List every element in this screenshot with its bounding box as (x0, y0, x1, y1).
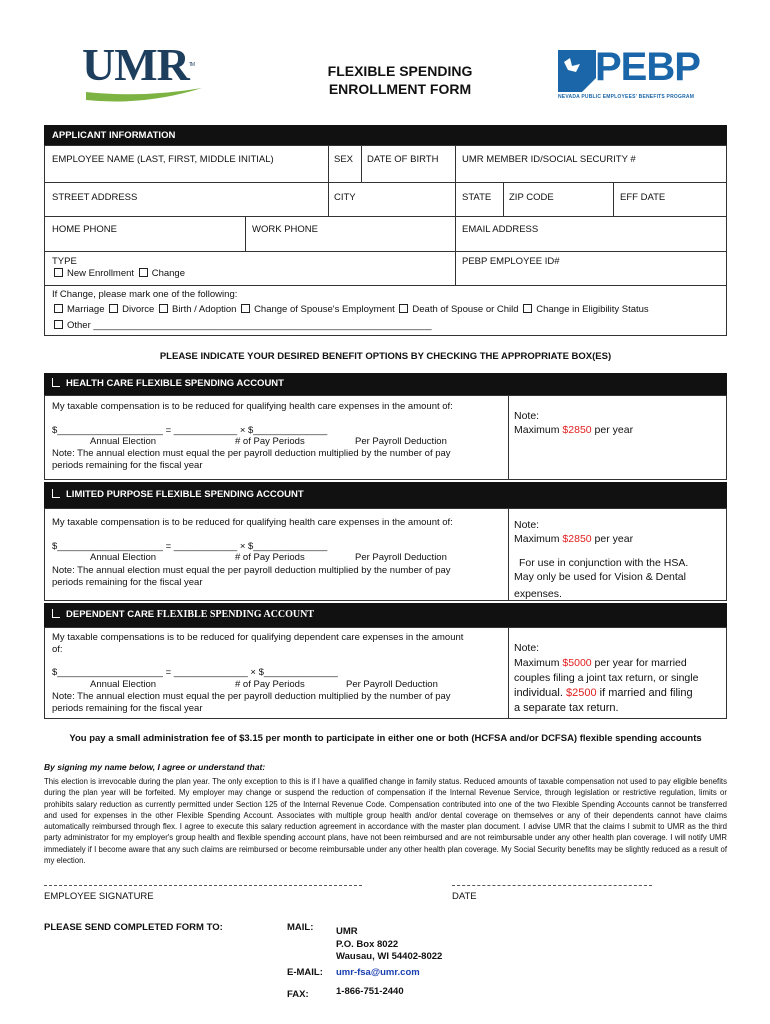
date-line[interactable] (452, 885, 652, 886)
dcfsa-pay-periods: # of Pay Periods (235, 679, 305, 690)
dcfsa-individual-amount: $2500 (565, 687, 597, 699)
umr-logo: UMR™ (82, 39, 195, 90)
lpfsa-per-deduction: Per Payroll Deduction (355, 552, 447, 563)
dcfsa-individual: individual. $2500 if married and filing (514, 687, 693, 699)
dcfsa-max-amount: $5000 (562, 657, 592, 669)
sex-field[interactable]: SEX (334, 154, 354, 165)
spouse-employment-checkbox[interactable] (241, 304, 250, 313)
benefit-instructions: PLEASE INDICATE YOUR DESIRED BENEFIT OPTIONS BY CHECKING THE APPROPRIATE BOX(ES) (159, 351, 612, 362)
date-label: DATE (452, 891, 477, 902)
zip-code-field[interactable]: ZIP CODE (509, 192, 554, 203)
state-field[interactable]: STATE (462, 192, 492, 203)
nevada-state-icon (556, 48, 598, 92)
pebp-employee-id-field[interactable]: PEBP EMPLOYEE ID# (462, 256, 560, 267)
eligibility-checkbox[interactable] (523, 304, 532, 313)
other-checkbox[interactable] (54, 320, 63, 329)
mail-line-3: Wausau, WI 54402-8022 (336, 951, 443, 962)
birth-adoption-label: Birth / Adoption (171, 304, 237, 315)
hcfsa-annual-election: Annual Election (90, 436, 157, 447)
eff-date-field[interactable]: EFF DATE (620, 192, 666, 203)
hcfsa-checkbox[interactable] (52, 378, 60, 387)
signature-label: EMPLOYEE SIGNATURE (44, 891, 154, 902)
other-option (52, 320, 432, 331)
hcfsa-formula[interactable]: $____________________ = ____________ × $______________ (52, 425, 328, 436)
lpfsa-note-1: Note: The annual election must equal the per payroll deduction multiplied by the number of pay (52, 565, 451, 576)
fax-number: 1-866-751-2440 (336, 986, 404, 997)
marriage-checkbox[interactable] (54, 304, 63, 313)
hcfsa-max-amount: $2850 (562, 424, 592, 436)
change-reason-options (52, 304, 649, 315)
title-line-1: FLEXIBLE SPENDING (327, 63, 473, 79)
dcfsa-per-deduction: Per Payroll Deduction (346, 679, 438, 690)
lpfsa-header-bar (44, 482, 727, 508)
employee-name-field[interactable]: EMPLOYEE NAME (LAST, FIRST, MIDDLE INITIAL) (52, 154, 274, 165)
pebp-logo: PEBP (595, 45, 700, 89)
member-id-field[interactable]: UMR MEMBER ID/SOCIAL SECURITY # (462, 154, 636, 165)
signing-terms: This election is irrevocable during the plan year. The only exception to this is if I have a qualified change in family status. Reduced amounts of taxable compensation not used to pay eligible benefits during the plan year will be forfeited. My employer may change or suspend the reduction of compensation if the Internal Revenue Service, through legislation or restrictive regulation, limits or prohibits salary reduction as currently permitted under Section 125 of the Internal Revenue Code. Compensation contributed into one of the two Flexible Spending Accounts cannot be transferred and used for expenses in the other Flexible Spending Account. Associates with multiple group health and/or dental coverage on themselves or any of their dependents cannot have claims automatically reimbursed through flex. I agree to execute this salary reduction agreement in accordance with the master plan document. I advise UMR that the claims I submit to UMR as the third party administrator for my employer's group health and flexible spending account plans, have not been reimbursed and are not reimbursable under any other health plan coverage. I will notify UMR immediately if I become aware that any such claims are reimbursed or become reimbursable under any other health plan coverage. My Social Security benefits may be slightly reduced as a result of my election. (44, 777, 727, 866)
spouse-employment-label: Change of Spouse's Employment (254, 304, 395, 315)
change-checkbox[interactable] (139, 268, 148, 277)
dcfsa-header-bar (44, 603, 727, 627)
dcfsa-side-note-label: Note: (514, 642, 540, 654)
applicant-header-bar (44, 125, 727, 145)
dcfsa-checkbox[interactable] (52, 609, 60, 618)
dcfsa-joint-note: couples filing a joint tax return, or single (514, 672, 699, 684)
pebp-subtitle: NEVADA PUBLIC EMPLOYEES' BENEFITS PROGRAM (558, 94, 695, 100)
lpfsa-side-note (514, 518, 688, 601)
lpfsa-hsa-note: For use in conjunction with the HSA. (519, 557, 689, 569)
city-field[interactable]: CITY (334, 192, 356, 203)
type-options (52, 268, 185, 279)
lpfsa-checkbox[interactable] (52, 489, 60, 498)
other-label[interactable]: Other ________________________________________________________________ (67, 320, 432, 331)
applicant-section-title: APPLICANT INFORMATION (52, 130, 176, 141)
signature-line[interactable] (44, 885, 362, 886)
email-link[interactable]: umr-fsa@umr.com (336, 967, 420, 978)
hcfsa-note-2: periods remaining for the fiscal year (52, 460, 203, 471)
title-line-2: ENROLLMENT FORM (328, 81, 472, 97)
hcfsa-side-note-label: Note: (514, 410, 540, 422)
lpfsa-max-amount: $2850 (562, 533, 592, 545)
lpfsa-side-note-label: Note: (514, 519, 540, 531)
dcfsa-title: DEPENDENT CARE (66, 609, 155, 620)
divorce-label: Divorce (122, 304, 155, 315)
marriage-label: Marriage (67, 304, 105, 315)
dob-field[interactable]: DATE OF BIRTH (367, 154, 439, 165)
mail-line-1: UMR (336, 926, 358, 937)
lpfsa-maximum: Maximum $2850 per year (514, 533, 634, 545)
lpfsa-formula[interactable]: $____________________ = ____________ × $______________ (52, 541, 328, 552)
hcfsa-side-note (514, 409, 633, 437)
admin-fee-notice: You pay a small administration fee of $3.15 per month to participate in either one or both (HCFSA and/or DCFSA) flexible spending accounts (69, 733, 702, 744)
dcfsa-side-note (514, 641, 698, 716)
type-label: TYPE (52, 256, 77, 267)
dcfsa-formula[interactable]: $____________________ = ______________ × $______________ (52, 667, 338, 678)
fax-label: FAX: (287, 989, 309, 1000)
death-label: Death of Spouse or Child (412, 304, 519, 315)
signing-heading: By signing my name below, I agree or understand that: (44, 762, 266, 772)
lpfsa-annual-election: Annual Election (90, 552, 157, 563)
dcfsa-title-serif: FLEXIBLE SPENDING ACCOUNT (156, 609, 315, 620)
new-enrollment-checkbox[interactable] (54, 268, 63, 277)
hcfsa-maximum: Maximum $2850 per year (514, 424, 634, 436)
dcfsa-intro-1: My taxable compensations is to be reduced for qualifying dependent care expenses in the amount (52, 632, 464, 643)
dcfsa-annual-election: Annual Election (90, 679, 157, 690)
change-label: Change (151, 268, 185, 279)
hcfsa-per-deduction: Per Payroll Deduction (355, 436, 447, 447)
lpfsa-vision-note: May only be used for Vision & Dental (514, 571, 686, 583)
hcfsa-pay-periods: # of Pay Periods (235, 436, 305, 447)
home-phone-field[interactable]: HOME PHONE (52, 224, 117, 235)
death-checkbox[interactable] (399, 304, 408, 313)
dcfsa-maximum: Maximum $5000 per year for married (514, 657, 687, 669)
work-phone-field[interactable]: WORK PHONE (252, 224, 318, 235)
umr-swoosh-graphic (84, 86, 204, 108)
birth-adoption-checkbox[interactable] (159, 304, 168, 313)
mail-line-2: P.O. Box 8022 (336, 938, 399, 950)
hcfsa-title: HEALTH CARE FLEXIBLE SPENDING ACCOUNT (66, 378, 284, 389)
send-label: PLEASE SEND COMPLETED FORM TO: (44, 922, 223, 933)
mail-address (336, 926, 442, 964)
lpfsa-pay-periods: # of Pay Periods (235, 552, 305, 563)
new-enrollment-label: New Enrollment (67, 268, 135, 279)
divorce-checkbox[interactable] (109, 304, 118, 313)
street-address-field[interactable]: STREET ADDRESS (52, 192, 138, 203)
lpfsa-intro: My taxable compensation is to be reduced for qualifying health care expenses in the amount of: (52, 517, 453, 528)
if-change-label: If Change, please mark one of the following: (52, 289, 238, 300)
email-address-field[interactable]: EMAIL ADDRESS (462, 224, 539, 235)
dcfsa-note-1: Note: The annual election must equal the per payroll deduction multiplied by the number of pay (52, 691, 451, 702)
lpfsa-note-2: periods remaining for the fiscal year (52, 577, 203, 588)
lpfsa-expenses-note: expenses. (514, 588, 562, 600)
lpfsa-title: LIMITED PURPOSE FLEXIBLE SPENDING ACCOUNT (66, 489, 304, 500)
eligibility-label: Change in Eligibility Status (536, 304, 649, 315)
dcfsa-separate-note: a separate tax return. (514, 702, 619, 714)
form-title (300, 62, 500, 98)
umr-trademark: TM (188, 62, 195, 68)
hcfsa-header-bar (44, 373, 727, 395)
mail-label: MAIL: (287, 922, 314, 933)
dcfsa-intro-2: of: (52, 644, 63, 655)
email-label: E-MAIL: (287, 967, 323, 978)
hcfsa-intro: My taxable compensation is to be reduced for qualifying health care expenses in the amount of: (52, 401, 453, 412)
hcfsa-note-1: Note: The annual election must equal the per payroll deduction multiplied by the number of pay (52, 448, 451, 459)
dcfsa-note-2: periods remaining for the fiscal year (52, 703, 203, 714)
